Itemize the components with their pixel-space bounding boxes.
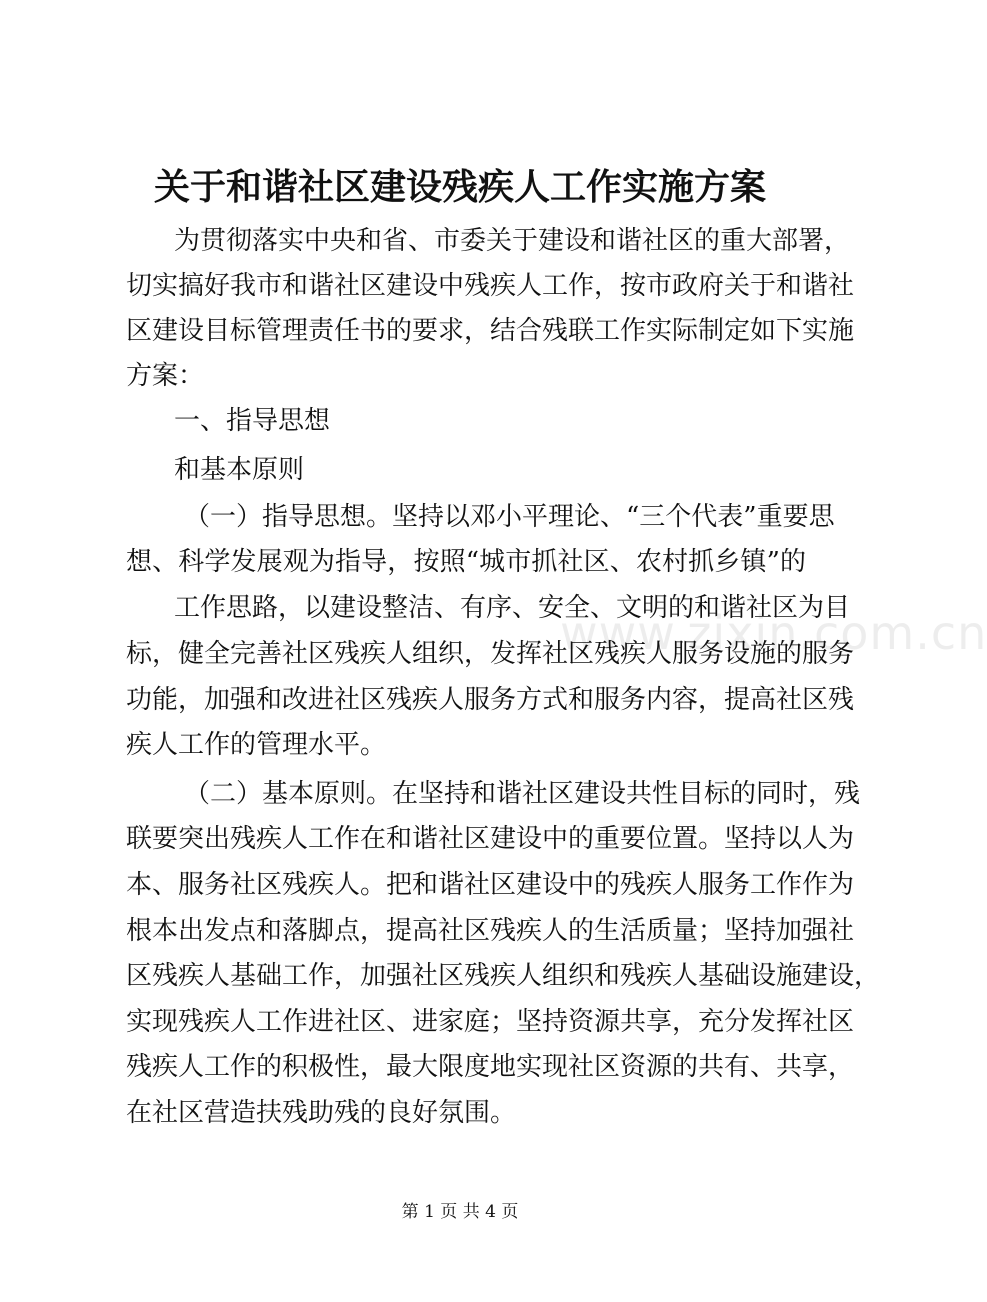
paragraph-line: （二）基本原则。在坚持和谐社区建设共性目标的同时，残 — [184, 779, 861, 809]
section-heading: 一、指导思想 — [174, 406, 331, 436]
paragraph-line: 残疾人工作的积极性，最大限度地实现社区资源的共有、共享， — [126, 1052, 855, 1082]
paragraph-line: 为贯彻落实中央和省、市委关于建设和谐社区的重大部署， — [174, 226, 851, 256]
paragraph-line: 方案： — [126, 361, 205, 391]
document-title: 关于和谐社区建设残疾人工作实施方案 — [153, 166, 766, 208]
paragraph-line: 功能，加强和改进社区残疾人服务方式和服务内容，提高社区残 — [126, 685, 855, 715]
paragraph-line: （一）指导思想。坚持以邓小平理论、“三个代表”重要思 — [184, 502, 835, 532]
paragraph-line: 区残疾人基础工作，加强社区残疾人组织和残疾人基础设施建设， — [126, 961, 881, 991]
paragraph-line: 区建设目标管理责任书的要求，结合残联工作实际制定如下实施 — [126, 316, 855, 346]
paragraph-line: 标，健全完善社区残疾人组织，发挥社区残疾人服务设施的服务 — [126, 639, 855, 669]
paragraph-line: 切实搞好我市和谐社区建设中残疾人工作，按市政府关于和谐社 — [126, 271, 855, 301]
watermark: www.zixin.com.cn — [560, 606, 987, 660]
paragraph-line: 想、科学发展观为指导，按照“城市抓社区、农村抓乡镇”的 — [126, 547, 806, 577]
section-heading: 和基本原则 — [174, 455, 305, 485]
page-footer: 第 1 页 共 4 页 — [401, 1202, 519, 1222]
paragraph-line: 实现残疾人工作进社区、进家庭；坚持资源共享，充分发挥社区 — [126, 1007, 855, 1037]
paragraph-line: 联要突出残疾人工作在和谐社区建设中的重要位置。坚持以人为 — [126, 824, 855, 854]
paragraph-line: 根本出发点和落脚点，提高社区残疾人的生活质量；坚持加强社 — [126, 916, 855, 946]
paragraph-line: 工作思路，以建设整洁、有序、安全、文明的和谐社区为目 — [174, 593, 851, 623]
paragraph-line: 在社区营造扶残助残的良好氛围。 — [126, 1098, 517, 1128]
paragraph-line: 本、服务社区残疾人。把和谐社区建设中的残疾人服务工作作为 — [126, 870, 855, 900]
paragraph-line: 疾人工作的管理水平。 — [126, 730, 387, 760]
